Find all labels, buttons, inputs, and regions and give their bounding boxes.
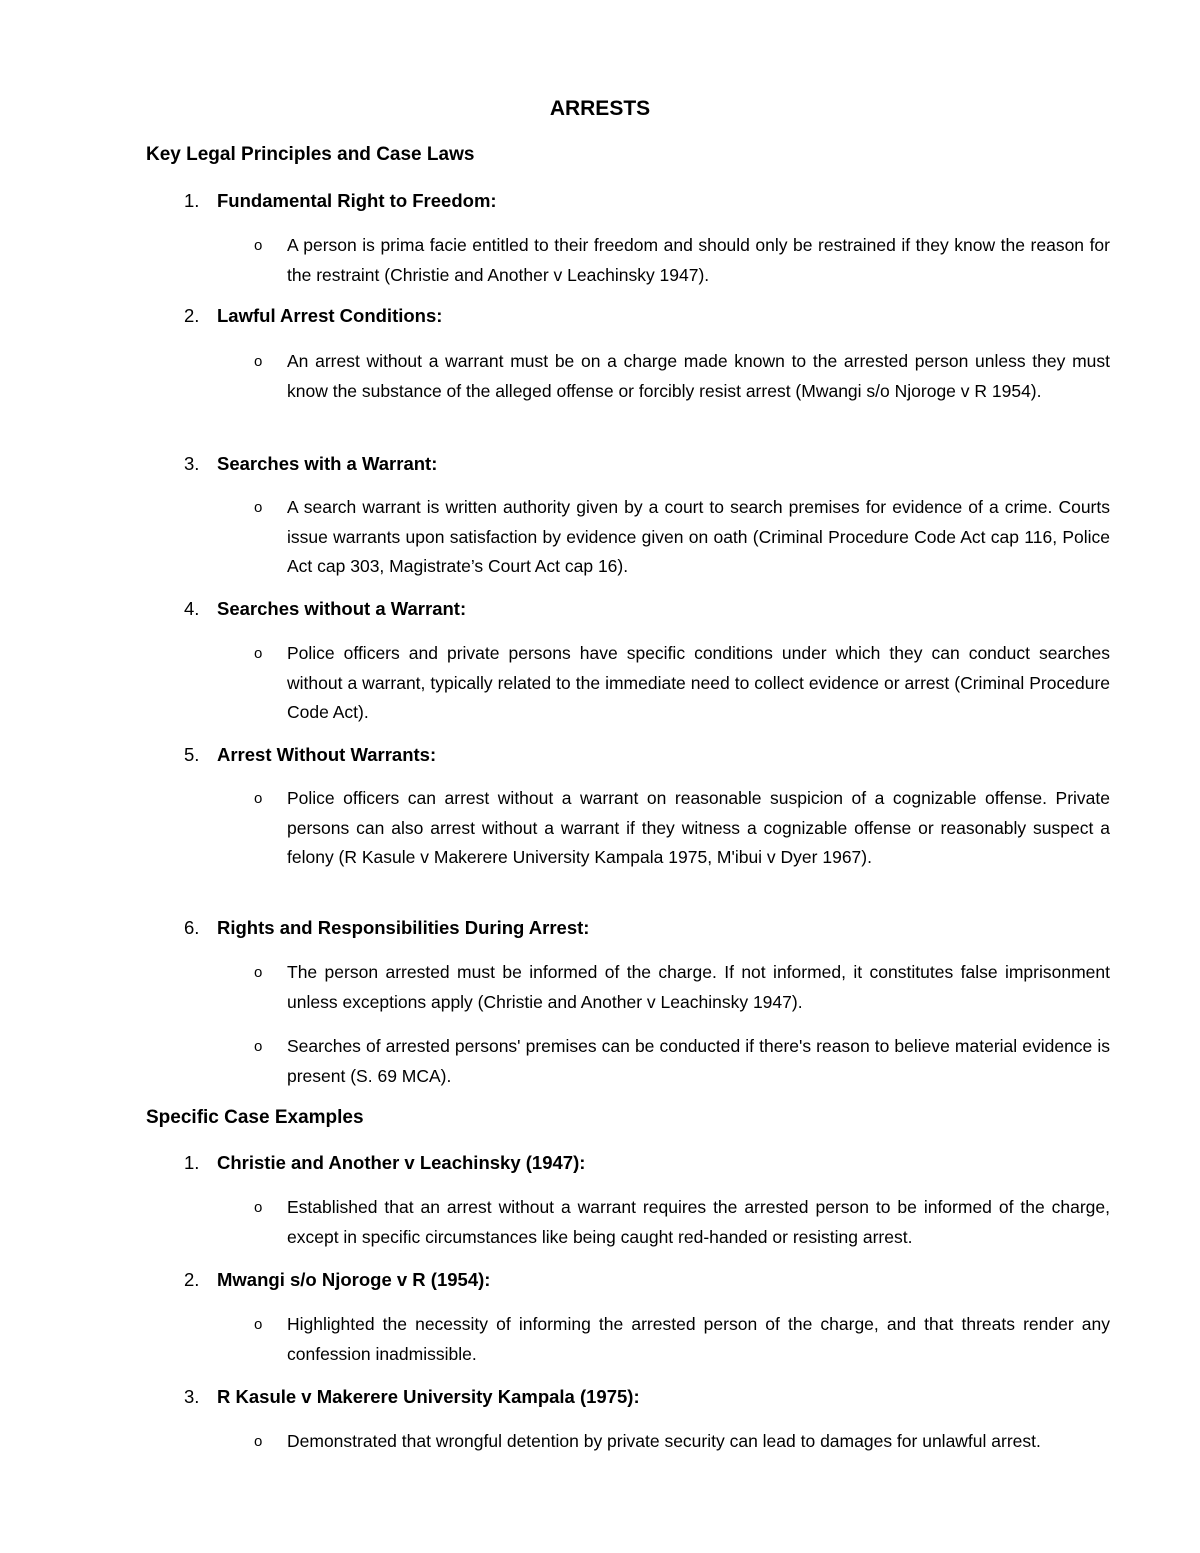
bullet-text: Police officers and private persons have specific conditions under which they can conduct searches without a warrant, typically related to the immediate need to collect evidence or arrest (Criminal Procedure Code Act).	[287, 643, 1110, 722]
bullet-icon: o	[254, 1433, 263, 1450]
bullet-point	[254, 1427, 1110, 1457]
document-title: ARRESTS	[549, 97, 651, 120]
bullet-point	[254, 1032, 1110, 1091]
bullet-icon: o	[254, 499, 263, 516]
bullet-text: Police officers can arrest without a warrant on reasonable suspicion of a cognizable offense. Private persons can also arrest without a warrant if they witness a cognizable offense or reasonably suspect a felony (R Kasule v Makerere University Kampala 1975, M'ibui v Dyer 1967).	[287, 788, 1110, 867]
bullet-point	[254, 1193, 1110, 1252]
item-title: Fundamental Right to Freedom:	[217, 190, 497, 211]
section-heading: Key Legal Principles and Case Laws	[146, 144, 475, 165]
item-number: 6.	[184, 917, 200, 938]
bullet-icon: o	[254, 790, 263, 807]
list-item-heading	[184, 914, 589, 942]
item-number: 2.	[184, 305, 200, 326]
bullet-icon: o	[254, 237, 263, 254]
bullet-icon: o	[254, 1316, 263, 1333]
bullet-point	[254, 1310, 1110, 1369]
list-item-heading	[184, 1266, 490, 1294]
bullet-icon: o	[254, 964, 263, 981]
bullet-text: Searches of arrested persons' premises can be conducted if there's reason to believe material evidence is present (S. 69 MCA).	[287, 1036, 1110, 1086]
bullet-text: A person is prima facie entitled to their freedom and should only be restrained if they know the reason for the restraint (Christie and Another v Leachinsky 1947).	[287, 235, 1110, 285]
item-number: 1.	[184, 190, 200, 211]
bullet-icon: o	[254, 1038, 263, 1055]
bullet-text: A search warrant is written authority given by a court to search premises for evidence of a crime. Courts issue warrants upon satisfaction by evidence given on oath (Criminal Procedure Code Act cap 116, Police Act cap 303, Magistrate’s Court Act cap 16).	[287, 497, 1110, 576]
list-item-heading	[184, 1149, 585, 1177]
list-item-heading	[184, 595, 466, 623]
item-title: Arrest Without Warrants:	[217, 744, 437, 765]
bullet-text: Established that an arrest without a warrant requires the arrested person to be informed of the charge, except in specific circumstances like being caught red-handed or resisting arrest.	[287, 1197, 1110, 1247]
item-number: 4.	[184, 598, 200, 619]
item-title: Searches without a Warrant:	[217, 598, 467, 619]
item-title: Lawful Arrest Conditions:	[217, 305, 443, 326]
bullet-point	[254, 231, 1110, 290]
item-number: 3.	[184, 453, 200, 474]
bullet-text: Highlighted the necessity of informing the arrested person of the charge, and that threats render any confession inadmissible.	[287, 1314, 1110, 1364]
bullet-icon: o	[254, 1199, 263, 1216]
item-title: Mwangi s/o Njoroge v R (1954):	[217, 1269, 491, 1290]
item-number: 1.	[184, 1152, 200, 1173]
item-number: 3.	[184, 1386, 200, 1407]
item-title: Searches with a Warrant:	[217, 453, 438, 474]
item-title: Christie and Another v Leachinsky (1947):	[217, 1152, 586, 1173]
bullet-text: Demonstrated that wrongful detention by private security can lead to damages for unlawful arrest.	[287, 1431, 1041, 1451]
section-heading: Specific Case Examples	[146, 1107, 364, 1128]
list-item-heading	[184, 741, 436, 769]
item-title: R Kasule v Makerere University Kampala (1975):	[217, 1386, 640, 1407]
list-item-heading	[184, 302, 442, 330]
bullet-point	[254, 493, 1110, 582]
bullet-icon: o	[254, 353, 263, 370]
item-title: Rights and Responsibilities During Arrest:	[217, 917, 590, 938]
bullet-point	[254, 639, 1110, 728]
bullet-point	[254, 958, 1110, 1017]
list-item-heading	[184, 1383, 640, 1411]
bullet-icon: o	[254, 645, 263, 662]
bullet-point	[254, 347, 1110, 406]
list-item-heading	[184, 450, 437, 478]
bullet-text: The person arrested must be informed of the charge. If not informed, it constitutes false imprisonment unless exceptions apply (Christie and Another v Leachinsky 1947).	[287, 962, 1110, 1012]
list-item-heading	[184, 187, 497, 215]
item-number: 2.	[184, 1269, 200, 1290]
bullet-point	[254, 784, 1110, 873]
item-number: 5.	[184, 744, 200, 765]
bullet-text: An arrest without a warrant must be on a charge made known to the arrested person unless they must know the substance of the alleged offense or forcibly resist arrest (Mwangi s/o Njoroge v R 1954).	[287, 351, 1110, 401]
